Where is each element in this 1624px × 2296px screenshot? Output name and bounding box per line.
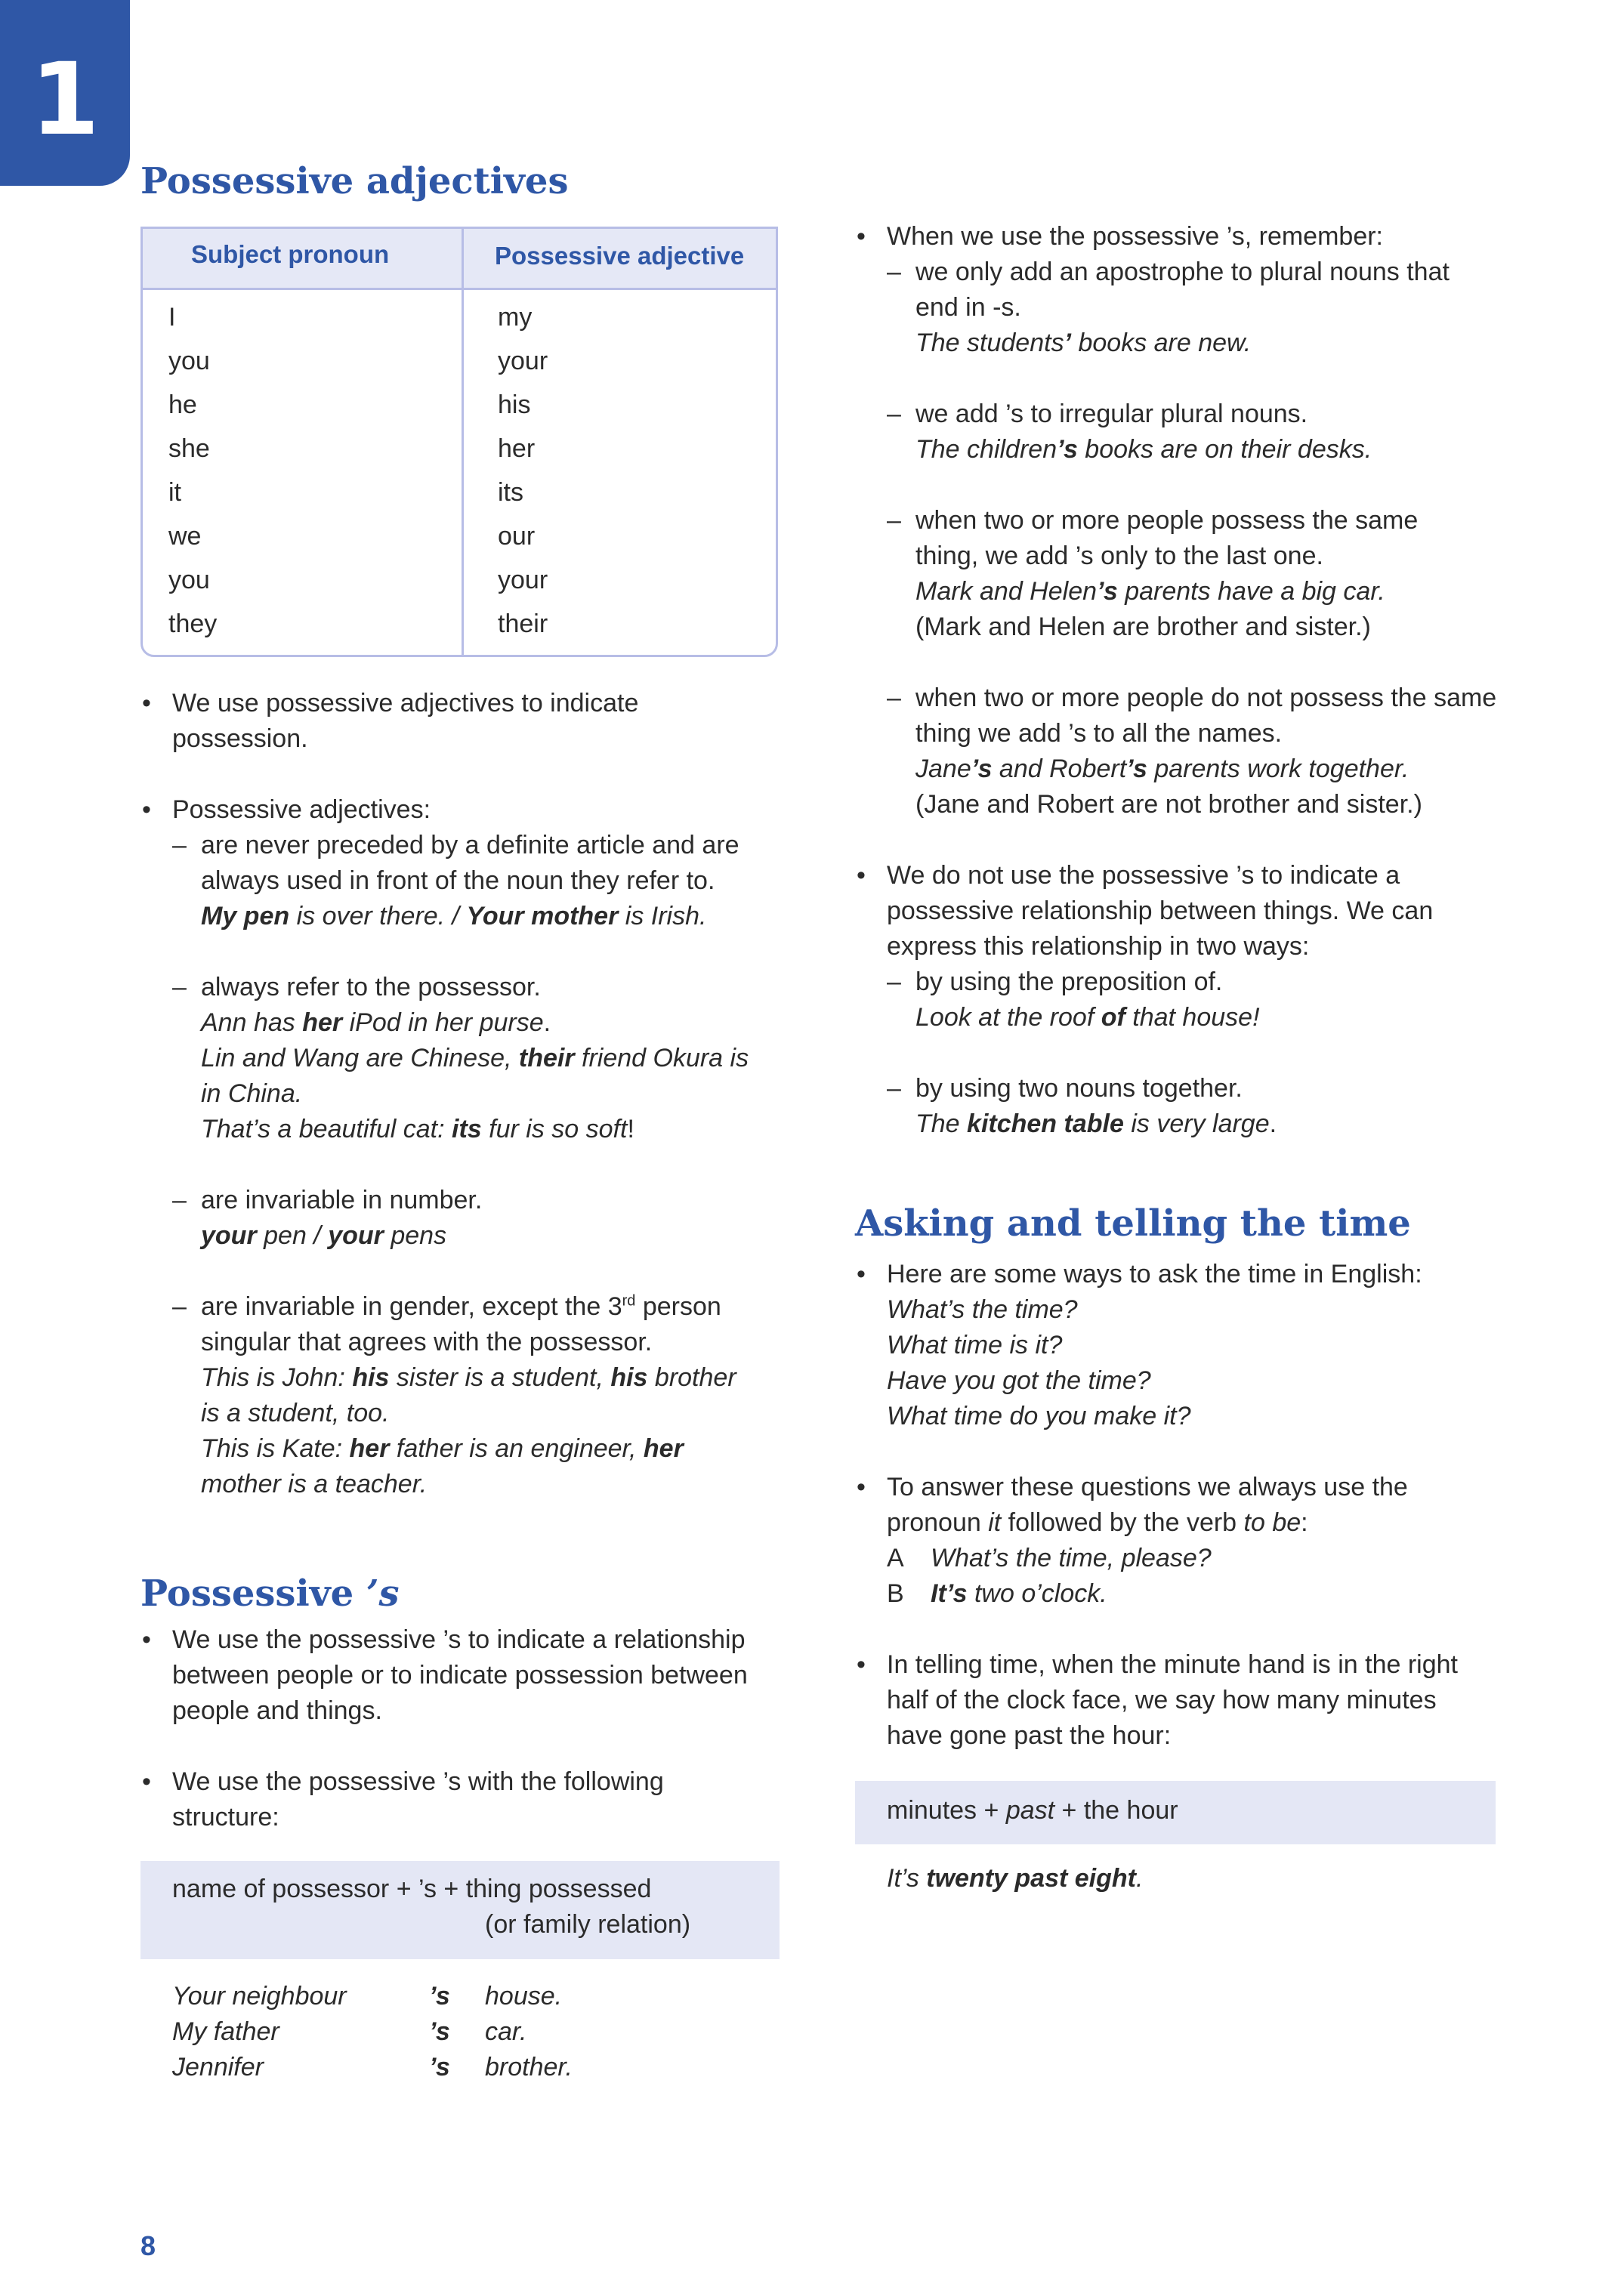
subject-pronoun: you bbox=[168, 566, 210, 594]
text-line: possession. bbox=[172, 724, 308, 753]
note-bullet bbox=[855, 858, 1535, 1142]
example-line: The children’s books are on their desks. bbox=[915, 435, 1372, 464]
text-line: – are never preceded by a definite article and are bbox=[201, 831, 739, 859]
structure-line: name of possessor + ’s + thing possessed bbox=[172, 1875, 652, 1903]
note-dash bbox=[887, 680, 1535, 822]
example-line: your pen / your pens bbox=[201, 1221, 447, 1250]
example-line: This is John: his sister is a student, his brother bbox=[201, 1363, 736, 1392]
subject-pronoun: she bbox=[168, 434, 210, 463]
text-line: half of the clock face, we say how many minutes bbox=[887, 1686, 1437, 1714]
possessive-adjectives-notes bbox=[140, 686, 790, 1502]
structure-examples bbox=[172, 1979, 776, 2085]
possessive-adjective-list bbox=[498, 295, 548, 646]
text-line: between people or to indicate possession between bbox=[172, 1661, 748, 1690]
example-thing: house. bbox=[485, 1982, 563, 2011]
text-line: have gone past the hour: bbox=[887, 1721, 1172, 1750]
table-divider bbox=[462, 229, 464, 655]
text-line: – by using the preposition of. bbox=[915, 967, 1223, 996]
structure-example-row bbox=[172, 1979, 776, 2014]
subject-pronoun-list bbox=[168, 295, 217, 646]
subject-pronoun: he bbox=[168, 390, 197, 419]
text-line: – are invariable in gender, except the 3rd person bbox=[201, 1292, 721, 1321]
text-line: – always refer to the possessor. bbox=[201, 973, 541, 1001]
example-possessor: Jennifer bbox=[172, 2053, 264, 2082]
possessive-adjective: his bbox=[498, 390, 531, 419]
text-line: • We do not use the possessive ’s to indicate a bbox=[887, 861, 1400, 890]
section-title-possessive-adjectives: Possessive adjectives bbox=[140, 160, 569, 202]
text-line: • We use the possessive ’s to indicate a relationship bbox=[172, 1625, 746, 1654]
pronoun-table bbox=[140, 227, 778, 657]
text-line: • We use the possessive ’s with the following bbox=[172, 1767, 664, 1796]
subject-pronoun: you bbox=[168, 347, 210, 375]
text-line: singular that agrees with the possessor. bbox=[201, 1328, 653, 1356]
telling-time-notes bbox=[855, 1257, 1535, 1754]
possessive-s-remember bbox=[855, 219, 1535, 1142]
text-line: • We use possessive adjectives to indicate bbox=[172, 689, 639, 718]
note-dash bbox=[172, 1183, 790, 1254]
example-line: Lin and Wang are Chinese, their friend Okura is bbox=[201, 1044, 749, 1072]
example-thing: car. bbox=[485, 2017, 527, 2046]
possessive-adjective: your bbox=[498, 566, 548, 594]
structure-example-row bbox=[172, 2050, 776, 2085]
possessive-adjective: their bbox=[498, 609, 548, 638]
text-line: (Mark and Helen are brother and sister.) bbox=[915, 613, 1371, 641]
note-bullet bbox=[140, 1764, 790, 1835]
header-possessive-adjective: Possessive adjective bbox=[495, 242, 745, 270]
example-question: What’s the time? bbox=[887, 1295, 1078, 1324]
possessive-adjective: my bbox=[498, 303, 533, 332]
header-subject-pronoun: Subject pronoun bbox=[191, 240, 390, 268]
example-question: What time is it? bbox=[887, 1331, 1063, 1359]
text-line: • Possessive adjectives: bbox=[172, 795, 431, 824]
example-question: What time do you make it? bbox=[887, 1402, 1191, 1430]
text-line: pronoun it followed by the verb to be: bbox=[887, 1508, 1308, 1537]
structure-example-row bbox=[172, 2014, 776, 2050]
text-line: express this relationship in two ways: bbox=[887, 932, 1310, 961]
note-bullet bbox=[855, 219, 1535, 822]
unit-number-tab: 1 bbox=[0, 0, 130, 186]
note-bullet bbox=[855, 1647, 1535, 1754]
subject-pronoun: we bbox=[168, 522, 202, 551]
section-title-possessive-s: Possessive ’s bbox=[140, 1572, 400, 1615]
example-line: Jane’s and Robert’s parents work together. bbox=[915, 755, 1409, 783]
dialog-speaker: B bbox=[887, 1579, 904, 1608]
note-dash bbox=[887, 255, 1535, 361]
example-line: mother is a teacher. bbox=[201, 1470, 428, 1498]
possessive-adjective: our bbox=[498, 522, 536, 551]
text-line: • Here are some ways to ask the time in English: bbox=[887, 1260, 1422, 1288]
note-dash bbox=[172, 1289, 790, 1502]
time-formula-box bbox=[855, 1781, 1496, 1844]
note-dash bbox=[172, 970, 790, 1147]
example-thing: brother. bbox=[485, 2053, 573, 2082]
note-dash bbox=[887, 503, 1535, 645]
possessive-adjective: its bbox=[498, 478, 523, 507]
text-line: thing, we add ’s only to the last one. bbox=[915, 542, 1323, 570]
example-line: Mark and Helen’s parents have a big car. bbox=[915, 577, 1385, 606]
note-bullet bbox=[855, 1470, 1535, 1612]
possessive-s-notes bbox=[140, 1622, 790, 1835]
subject-pronoun: I bbox=[168, 303, 176, 332]
dialog-line bbox=[887, 1576, 1535, 1612]
text-line: – when two or more people possess the same bbox=[915, 506, 1419, 535]
example-line: The kitchen table is very large. bbox=[915, 1109, 1277, 1138]
text-line: end in -s. bbox=[915, 293, 1021, 322]
time-example: It’s twenty past eight. bbox=[887, 1864, 1144, 1893]
text-line: people and things. bbox=[172, 1696, 382, 1725]
note-dash bbox=[172, 828, 790, 934]
text-line: • To answer these questions we always use the bbox=[887, 1473, 1408, 1501]
note-bullet bbox=[855, 1257, 1535, 1434]
text-line: structure: bbox=[172, 1803, 279, 1832]
text-line: • When we use the possessive ’s, remember: bbox=[887, 222, 1383, 251]
example-s: ’s bbox=[429, 2053, 450, 2082]
example-line: The students’ books are new. bbox=[915, 329, 1252, 357]
text-line: – are invariable in number. bbox=[201, 1186, 483, 1214]
dialog-line bbox=[887, 1541, 1535, 1576]
page-number: 8 bbox=[140, 2230, 156, 2261]
text-line: – we add ’s to irregular plural nouns. bbox=[915, 400, 1308, 428]
text-line: (Jane and Robert are not brother and sister.) bbox=[915, 790, 1422, 819]
text-line: – by using two nouns together. bbox=[915, 1074, 1243, 1103]
example-line: Ann has her iPod in her purse. bbox=[201, 1008, 551, 1037]
text-line: thing we add ’s to all the names. bbox=[915, 719, 1283, 748]
example-possessor: Your neighbour bbox=[172, 1982, 347, 2011]
text-line: possessive relationship between things. We can bbox=[887, 896, 1434, 925]
possessive-adjective: her bbox=[498, 434, 536, 463]
example-possessor: My father bbox=[172, 2017, 279, 2046]
note-dash bbox=[887, 1071, 1535, 1142]
text-line: – we only add an apostrophe to plural nouns that bbox=[915, 258, 1450, 286]
formula-text: minutes + bbox=[887, 1796, 1006, 1825]
example-line: is a student, too. bbox=[201, 1399, 390, 1427]
text-line: always used in front of the noun they refer to. bbox=[201, 866, 715, 895]
example-s: ’s bbox=[429, 2017, 450, 2046]
formula-text: + the hour bbox=[1054, 1796, 1178, 1825]
note-dash bbox=[887, 397, 1535, 468]
subject-pronoun: it bbox=[168, 478, 181, 507]
dialog-speaker: A bbox=[887, 1544, 904, 1572]
dialog-text: It’s two o’clock. bbox=[931, 1579, 1107, 1608]
example-s: ’s bbox=[429, 1982, 450, 2011]
text-line: – when two or more people do not possess the same bbox=[915, 684, 1497, 712]
structure-box bbox=[140, 1861, 780, 1959]
note-dash bbox=[887, 964, 1535, 1035]
text-line: • In telling time, when the minute hand is in the right bbox=[887, 1650, 1458, 1679]
note-bullet bbox=[140, 1622, 790, 1729]
note-bullet bbox=[140, 792, 790, 1502]
example-question: Have you got the time? bbox=[887, 1366, 1151, 1395]
formula-past: past bbox=[1005, 1796, 1055, 1825]
example-line: This is Kate: her father is an engineer, her bbox=[201, 1434, 684, 1463]
possessive-adjective: your bbox=[498, 347, 548, 375]
example-line: in China. bbox=[201, 1079, 303, 1108]
example-line: My pen is over there. / Your mother is Irish. bbox=[201, 902, 707, 930]
section-title-telling-time: Asking and telling the time bbox=[855, 1202, 1411, 1245]
note-bullet bbox=[140, 686, 790, 757]
example-line: That’s a beautiful cat: its fur is so soft! bbox=[201, 1115, 634, 1143]
subject-pronoun: they bbox=[168, 609, 218, 638]
dialog-text: What’s the time, please? bbox=[931, 1544, 1212, 1572]
structure-line: (or family relation) bbox=[485, 1910, 691, 1939]
example-line: Look at the roof of that house! bbox=[915, 1003, 1260, 1032]
